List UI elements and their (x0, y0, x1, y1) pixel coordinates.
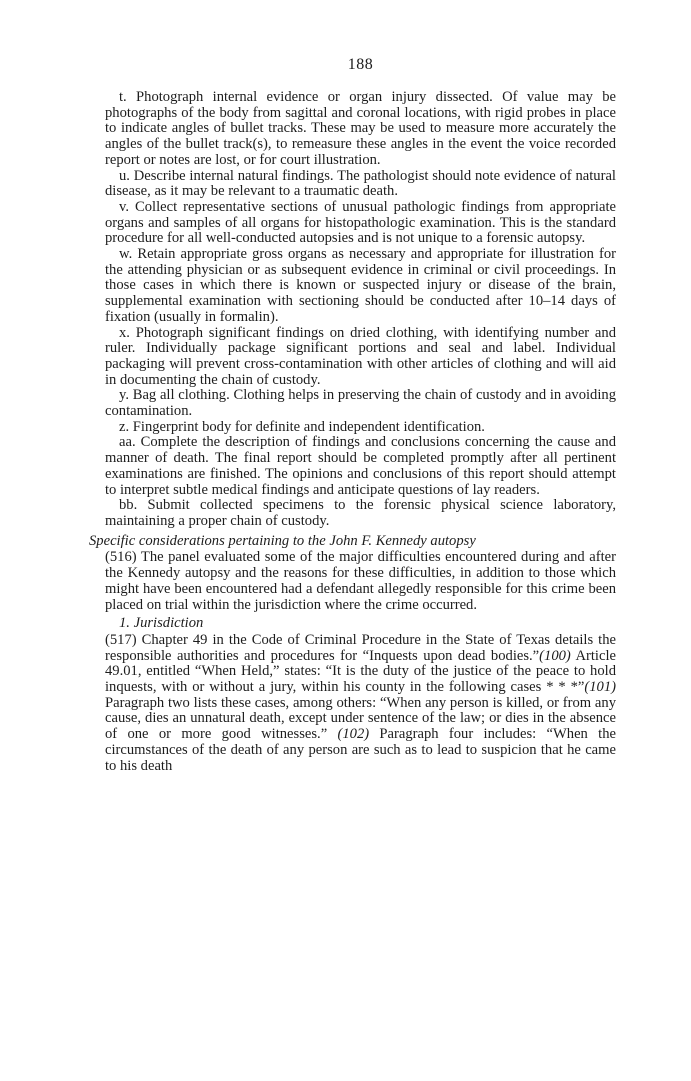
paragraph-text: Article 49.01, entitled “When Held,” states: “It is the duty of the justice of the peace to hold inquests, with or without a jury, within his county in the following cases * * *” (105, 647, 616, 696)
paragraph-aa: aa. Complete the description of findings and conclusions concerning the cause and manner of death. The final report should be completed promptly after all pertinent examinations are finished. The opinions and conclusions of this report should attempt to interpret subtle medical findings and anticipate questions of lay readers. (105, 434, 616, 498)
paragraph-number: (516) (105, 549, 137, 566)
paragraph-v: v. Collect representative sections of unusual pathologic findings from appropriate organs and samples of all organs for histopathologic examination. This is the standard procedure for all well-conducted autopsies and is not unique to a forensic autopsy. (105, 198, 616, 247)
paragraph-y: y. Bag all clothing. Clothing helps in preserving the chain of custody and in avoiding contamination. (105, 387, 616, 420)
section-heading: Specific considerations pertaining to the John F. Kennedy autopsy (89, 532, 476, 549)
reference-marker: (102) (337, 726, 370, 743)
paragraph-w: w. Retain appropriate gross organs as necessary and appropriate for illustration for the attending physician or as subsequent evidence in criminal or civil proceedings. In those cases in which there is known or suspected injury or disease of the brain, supplemental examination with sectioning should be conducted after 10–14 days of fixation (usually in formalin). (105, 246, 616, 325)
reference-marker: (101) (584, 679, 616, 696)
document-page (89, 56, 616, 774)
paragraph-x: x. Photograph significant findings on dried clothing, with identifying number and ruler. Individually package significant portions and seal and label. Individual packaging will prevent cross-contamination with other articles of clothing and will aid in documenting the chain of custody. (105, 324, 616, 388)
paragraph-text: Chapter 49 in the Code of Criminal Procedure in the State of Texas details the responsible authorities and procedures for “Inquests upon dead bodies.” (105, 631, 616, 664)
reference-marker: (100) (539, 647, 571, 664)
paragraph-516 (105, 550, 616, 613)
sub-heading: 1. Jurisdiction (119, 615, 204, 632)
paragraph-bb: bb. Submit collected specimens to the forensic physical science laboratory, maintaining a proper chain of custody. (105, 497, 616, 529)
paragraph-517 (105, 633, 616, 774)
paragraph-t: t. Photograph internal evidence or organ injury dissected. Of value may be photographs of the body from sagittal and coronal locations, with rigid probes in place to indicate angles of bullet tracks. These may be used to measure more accurately the angles of the bullet track(s), to remeasure these angles in the event the voice recorded report or notes are lost, or for court illustration. (105, 89, 616, 168)
paragraph-text: Paragraph two lists these cases, among others: “When any person is killed, or from any cause, dies an unnatural death, except under sentence of the law; or dies in the absence of one or more good witnesses.” (105, 694, 616, 743)
paragraph-text: The panel evaluated some of the major difficulties encountered during and after the Kennedy autopsy and the reasons for these difficulties, in addition to those which might have been encountered had a defendant allegedly responsible for this crime been placed on trial within the jurisdiction where the crime occurred. (105, 549, 616, 613)
paragraph-number: (517) (105, 631, 137, 648)
page-number: 188 (347, 56, 374, 73)
paragraph-text: Paragraph four includes: “When the circumstances of the death of any person are such as to lead to suspicion that he came to his death (105, 726, 616, 774)
paragraph-z: z. Fingerprint body for definite and independent identification. (119, 418, 485, 435)
paragraph-u: u. Describe internal natural findings. The pathologist should note evidence of natural disease, as it may be relevant to a traumatic death. (105, 167, 616, 200)
